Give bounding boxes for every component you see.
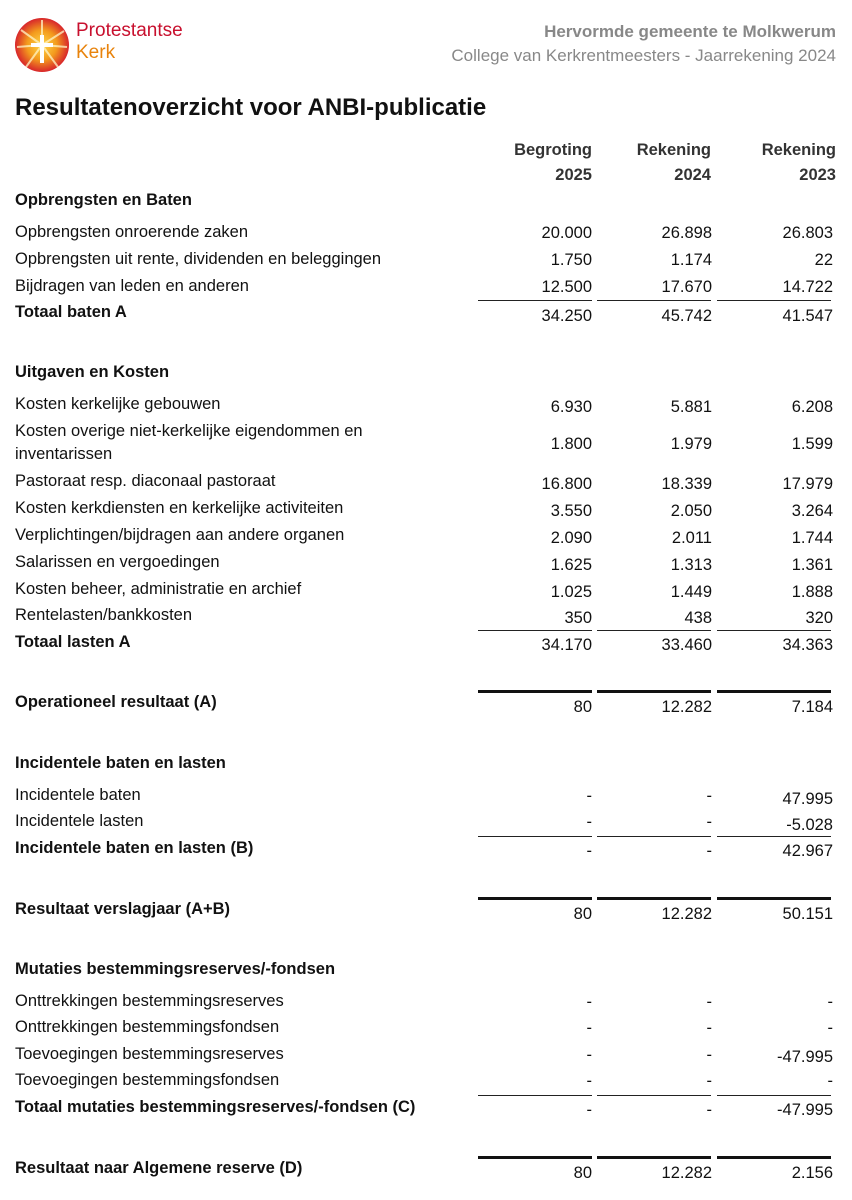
value-begroting-2025: 12.500 [541,278,592,296]
value-rekening-2024: 12.282 [661,1164,712,1182]
value-rekening-2024: - [706,1101,712,1119]
value-rekening-2024: 1.313 [670,556,712,574]
value-begroting-2025: - [586,1072,592,1090]
value-rekening-2024: - [706,1072,712,1090]
row-label: Incidentele lasten [15,812,144,830]
value-begroting-2025: 2.090 [550,529,592,547]
column-header-rekening-2023 [706,138,836,188]
section-heading-mutaties [0,958,852,982]
value-begroting-2025: 1.025 [550,583,592,601]
brand-name [76,20,183,64]
row-label: Kosten kerkdiensten en kerkelijke activiteiten [15,499,344,517]
total-row-lasten [0,631,852,655]
value-begroting-2025: 34.170 [541,636,592,654]
section-heading-label: Uitgaven en Kosten [15,363,170,381]
table-row [0,524,852,548]
row-label: Bijdragen van leden en anderen [15,277,249,295]
row-label: Operationeel resultaat (A) [15,693,217,711]
column-header-rekening-2024 [581,138,711,188]
row-label: Incidentele baten [15,786,141,804]
total-row-mutaties [0,1096,852,1120]
value-begroting-2025: 80 [573,698,592,716]
table-row [0,1069,852,1093]
value-begroting-2025: 80 [573,1164,592,1182]
section-heading-incidenteel [0,752,852,776]
value-rekening-2024: 18.339 [661,475,712,493]
value-begroting-2025: 80 [573,905,592,923]
value-begroting-2025: 20.000 [541,224,592,242]
column-header-line2: 2023 [799,166,836,184]
row-label: Toevoegingen bestemmingsreserves [15,1045,284,1063]
value-rekening-2023: 2.156 [791,1164,833,1182]
table-row [0,248,852,272]
value-rekening-2023: 14.722 [782,278,833,296]
table-row [0,393,852,417]
value-rekening-2024: 17.670 [661,278,712,296]
value-rekening-2024: - [706,993,712,1011]
value-rekening-2023: - [827,1072,833,1090]
result-row-algemene-reserve [0,1157,852,1181]
protestantse-kerk-logo-icon [14,17,70,73]
document-header [451,20,836,68]
document-subtitle: College van Kerkrentmeesters - Jaarrekening 2024 [451,46,836,65]
result-row-verslagjaar [0,898,852,922]
value-rekening-2023: 1.361 [791,556,833,574]
value-rekening-2023: 42.967 [782,842,833,860]
value-rekening-2023: 1.888 [791,583,833,601]
value-rekening-2023: 6.208 [791,398,833,416]
value-rekening-2023: 50.151 [782,905,833,923]
table-row [0,420,852,466]
organization-name: Hervormde gemeente te Molkwerum [544,22,836,41]
value-begroting-2025: 350 [564,609,592,627]
total-row-incidenteel [0,837,852,861]
table-row [0,470,852,494]
table-row [0,551,852,575]
column-header-line1: Rekening [761,141,836,159]
value-rekening-2024: 1.449 [670,583,712,601]
row-label: Totaal baten A [15,303,127,321]
table-row [0,810,852,834]
value-rekening-2023: 47.995 [782,790,833,808]
value-rekening-2024: 12.282 [661,698,712,716]
row-label: Toevoegingen bestemmingsfondsen [15,1071,280,1089]
value-begroting-2025: - [586,993,592,1011]
value-rekening-2023: - [827,1019,833,1037]
value-begroting-2025: 16.800 [541,475,592,493]
value-rekening-2024: 2.050 [670,502,712,520]
row-label: Onttrekkingen bestemmingsreserves [15,992,284,1010]
section-heading-label: Incidentele baten en lasten [15,754,226,772]
row-label: Salarissen en vergoedingen [15,553,220,571]
value-rekening-2024: 2.011 [671,529,712,547]
value-rekening-2023: 1.599 [791,435,833,453]
total-row-baten [0,301,852,325]
row-label: Rentelasten/bankkosten [15,606,193,624]
value-rekening-2024: - [706,842,712,860]
value-rekening-2024: - [706,1019,712,1037]
row-label: Opbrengsten uit rente, dividenden en beleggingen [15,250,382,268]
value-rekening-2024: 5.881 [670,398,712,416]
column-header-line2: 2024 [674,166,711,184]
value-begroting-2025: 3.550 [550,502,592,520]
table-row [0,497,852,521]
value-begroting-2025: 1.800 [550,435,592,453]
row-label: Kosten kerkelijke gebouwen [15,395,221,413]
value-rekening-2024: 26.898 [661,224,712,242]
value-begroting-2025: - [586,1101,592,1119]
value-begroting-2025: - [586,842,592,860]
table-row [0,604,852,628]
row-label: Resultaat verslagjaar (A+B) [15,900,231,918]
value-rekening-2023: 41.547 [782,307,833,325]
row-label-continued: inventarissen [15,445,113,463]
value-rekening-2024: 1.979 [670,435,712,453]
row-label: Opbrengsten onroerende zaken [15,223,248,241]
table-row [0,1016,852,1040]
value-rekening-2023: -47.995 [777,1101,833,1119]
value-rekening-2023: - [827,993,833,1011]
section-heading-lasten [0,361,852,385]
value-rekening-2023: 320 [805,609,833,627]
result-row-operationeel [0,691,852,715]
row-label: Incidentele baten en lasten (B) [15,839,254,857]
column-header-line1: Begroting [514,141,592,159]
row-label: Resultaat naar Algemene reserve (D) [15,1159,303,1177]
row-label: Totaal mutaties bestemmingsreserves/-fondsen (C) [15,1098,416,1116]
value-rekening-2023: 7.184 [791,698,833,716]
value-rekening-2023: -47.995 [777,1048,833,1066]
value-begroting-2025: 34.250 [541,307,592,325]
row-label: Kosten beheer, administratie en archief [15,580,302,598]
value-begroting-2025: - [586,1019,592,1037]
value-rekening-2023: 3.264 [791,502,833,520]
row-label: Pastoraat resp. diaconaal pastoraat [15,472,276,490]
value-begroting-2025: - [586,813,592,831]
table-row [0,990,852,1014]
column-header-begroting-2025 [462,138,592,188]
value-begroting-2025: - [586,1046,592,1064]
value-rekening-2024: - [706,787,712,805]
value-rekening-2024: 438 [684,609,712,627]
table-row [0,578,852,602]
value-begroting-2025: - [586,787,592,805]
row-label: Kosten overige niet-kerkelijke eigendommen en [15,422,363,440]
row-label: Verplichtingen/bijdragen aan andere organen [15,526,345,544]
section-heading-label: Opbrengsten en Baten [15,191,192,209]
value-begroting-2025: 1.625 [550,556,592,574]
table-row [0,1043,852,1067]
value-rekening-2023: 1.744 [791,529,833,547]
brand-logo [14,17,254,73]
table-row [0,275,852,299]
value-rekening-2023: 17.979 [782,475,833,493]
value-rekening-2024: 12.282 [661,905,712,923]
row-label: Totaal lasten A [15,633,131,651]
brand-line1: Protestantse [76,20,183,41]
brand-line2: Kerk [76,42,116,63]
column-header-line1: Rekening [636,141,711,159]
table-row [0,784,852,808]
column-header-line2: 2025 [555,166,592,184]
value-rekening-2024: - [706,813,712,831]
value-rekening-2023: 22 [814,251,833,269]
value-rekening-2024: 1.174 [670,251,712,269]
page-title: Resultatenoverzicht voor ANBI-publicatie [15,94,487,121]
value-rekening-2024: - [706,1046,712,1064]
value-rekening-2024: 33.460 [661,636,712,654]
value-rekening-2024: 45.742 [661,307,712,325]
table-row [0,221,852,245]
value-rekening-2023: 26.803 [782,224,833,242]
section-heading-label: Mutaties bestemmingsreserves/-fondsen [15,960,336,978]
value-rekening-2023: -5.028 [786,816,833,834]
value-rekening-2023: 34.363 [782,636,833,654]
section-heading-baten [0,189,852,213]
row-label: Onttrekkingen bestemmingsfondsen [15,1018,280,1036]
value-begroting-2025: 1.750 [550,251,592,269]
value-begroting-2025: 6.930 [550,398,592,416]
